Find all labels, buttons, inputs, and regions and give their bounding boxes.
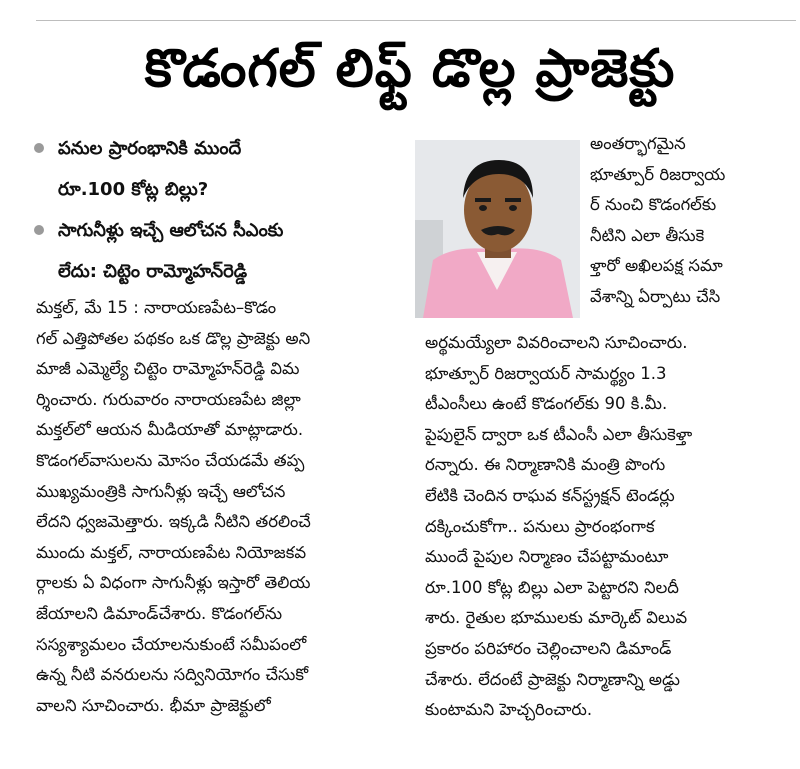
- subheadline-bullet: [30, 128, 390, 210]
- bullet-dot-icon: [34, 225, 44, 235]
- article-line: భూత్పూర్ రిజర్వాయ: [590, 164, 726, 184]
- bullet-line: పనుల ప్రారంభానికి ముందే: [58, 138, 242, 159]
- article-right-column: [425, 328, 780, 726]
- article-line: ళ్తారో అఖిలపక్ష సమా: [590, 256, 723, 276]
- bullet-line: రూ.100 కోట్ల బిల్లు?: [58, 179, 209, 200]
- article-line: మక్తల్, మే 15 : నారాయణపేట–కొడం: [36, 298, 277, 317]
- article-line: దక్కించుకోగా.. పనులు ప్రారంభంగాక: [425, 516, 655, 536]
- article-line: ఉన్న నీటి వనరులను సద్వినియోగం చేసుకో: [36, 665, 309, 685]
- bullet-dot-icon: [34, 143, 44, 153]
- article-line: వాలని సూచించారు. భీమా ప్రాజెక్టులో: [36, 695, 271, 715]
- article-line: పైపులైన్ ద్వారా ఒక టీఎంసీ ఎలా తీసుకెళ్తా: [425, 424, 693, 444]
- politician-photo: [415, 140, 580, 318]
- bullet-line: లేదు: చిట్టెం రామ్మోహన్‌రెడ్డి: [58, 261, 248, 282]
- bullet-line: సాగునీళ్లు ఇచ్చే ఆలోచన సీఎంకు: [58, 220, 284, 241]
- article-line: రూ.100 కోట్ల బిల్లు ఎలా పెట్టారని నిలదీ: [425, 577, 679, 597]
- article-line: శారు. రైతుల భూములకు మార్కెట్ విలువ: [425, 608, 688, 628]
- article-line: ర్శించారు. గురువారం నారాయణపేట జిల్లా: [36, 389, 301, 409]
- article-line: టీఎంసీలు ఉంటే కొడంగల్‌కు 90 కి.మీ.: [425, 394, 668, 414]
- article-line: మాజీ ఎమ్మెల్యే చిట్టెం రామ్మోహన్‌రెడ్డి విమ: [36, 359, 300, 379]
- article-line: ర్ నుంచి కొడంగల్‌కు: [590, 195, 717, 215]
- article-line: వేశాన్ని ఏర్పాటు చేసి: [590, 286, 721, 306]
- article-line: ప్రకారం పరిహారం చెల్లించాలని డిమాండ్: [425, 638, 672, 658]
- article-line: ర్గాలకు ఏ విధంగా సాగునీళ్లు ఇస్తారో తెలియ: [36, 573, 311, 593]
- headline: కొడంగల్ లిఫ్ట్ డొల్ల ప్రాజెక్టు: [144, 39, 676, 99]
- article-line: నీటిని ఎలా తీసుకె: [590, 225, 705, 245]
- article-line: లేటికి చెందిన రాఘవ కన్‌స్ట్రక్షన్ టెండర్లు: [425, 485, 675, 505]
- article-line: జేయాలని డిమాండ్‌చేశారు. కొడంగల్‌ను: [36, 603, 283, 623]
- article-line: అంతర్భాగమైన: [590, 134, 686, 153]
- article-line: కొడంగల్‌వాసులను మోసం చేయడమే తప్ప: [36, 450, 305, 470]
- top-divider: [36, 20, 796, 21]
- article-left-column: [36, 293, 386, 721]
- article-line: చేశారు. లేదంటే ప్రాజెక్టు నిర్మాణాన్ని అడ్డు: [425, 669, 680, 689]
- article-line: ముఖ్యమంత్రికి సాగునీళ్లు ఇచ్చే ఆలోచన: [36, 481, 286, 501]
- subheadline-bullets: [30, 128, 390, 292]
- portrait-image: [415, 140, 580, 318]
- article-line: అర్థమయ్యేలా వివరించాలని సూచించారు.: [425, 333, 688, 352]
- article-line: ముందు మక్తల్, నారాయణపేట నియోజకవ: [36, 542, 307, 562]
- article-line: సస్యశ్యామలం చేయాలనుకుంటే సమీపంలో: [36, 634, 307, 654]
- article-line: ముందే పైపుల నిర్మాణం చేపట్టామంటూ: [425, 547, 669, 567]
- article-line: లేదని ధ్వజమెత్తారు. ఇక్కడి నీటిని తరలించే: [36, 512, 311, 532]
- article-line: గల్ ఎత్తిపోతల పథకం ఒక డొల్ల ప్రాజెక్టు అని: [36, 328, 311, 348]
- article-line: రన్నారు. ఈ నిర్మాణానికి మంత్రి పొంగు: [425, 455, 666, 475]
- article-line: మక్తల్‌లో ఆయన మీడియాతో మాట్లాడారు.: [36, 420, 304, 440]
- article-line: కుంటామని హెచ్చరించారు.: [425, 700, 593, 720]
- article-right-top-column: [590, 129, 780, 313]
- article-line: భూత్పూర్ రిజర్వాయర్ సామర్థ్యం 1.3: [425, 363, 667, 383]
- subheadline-bullet: [30, 210, 390, 292]
